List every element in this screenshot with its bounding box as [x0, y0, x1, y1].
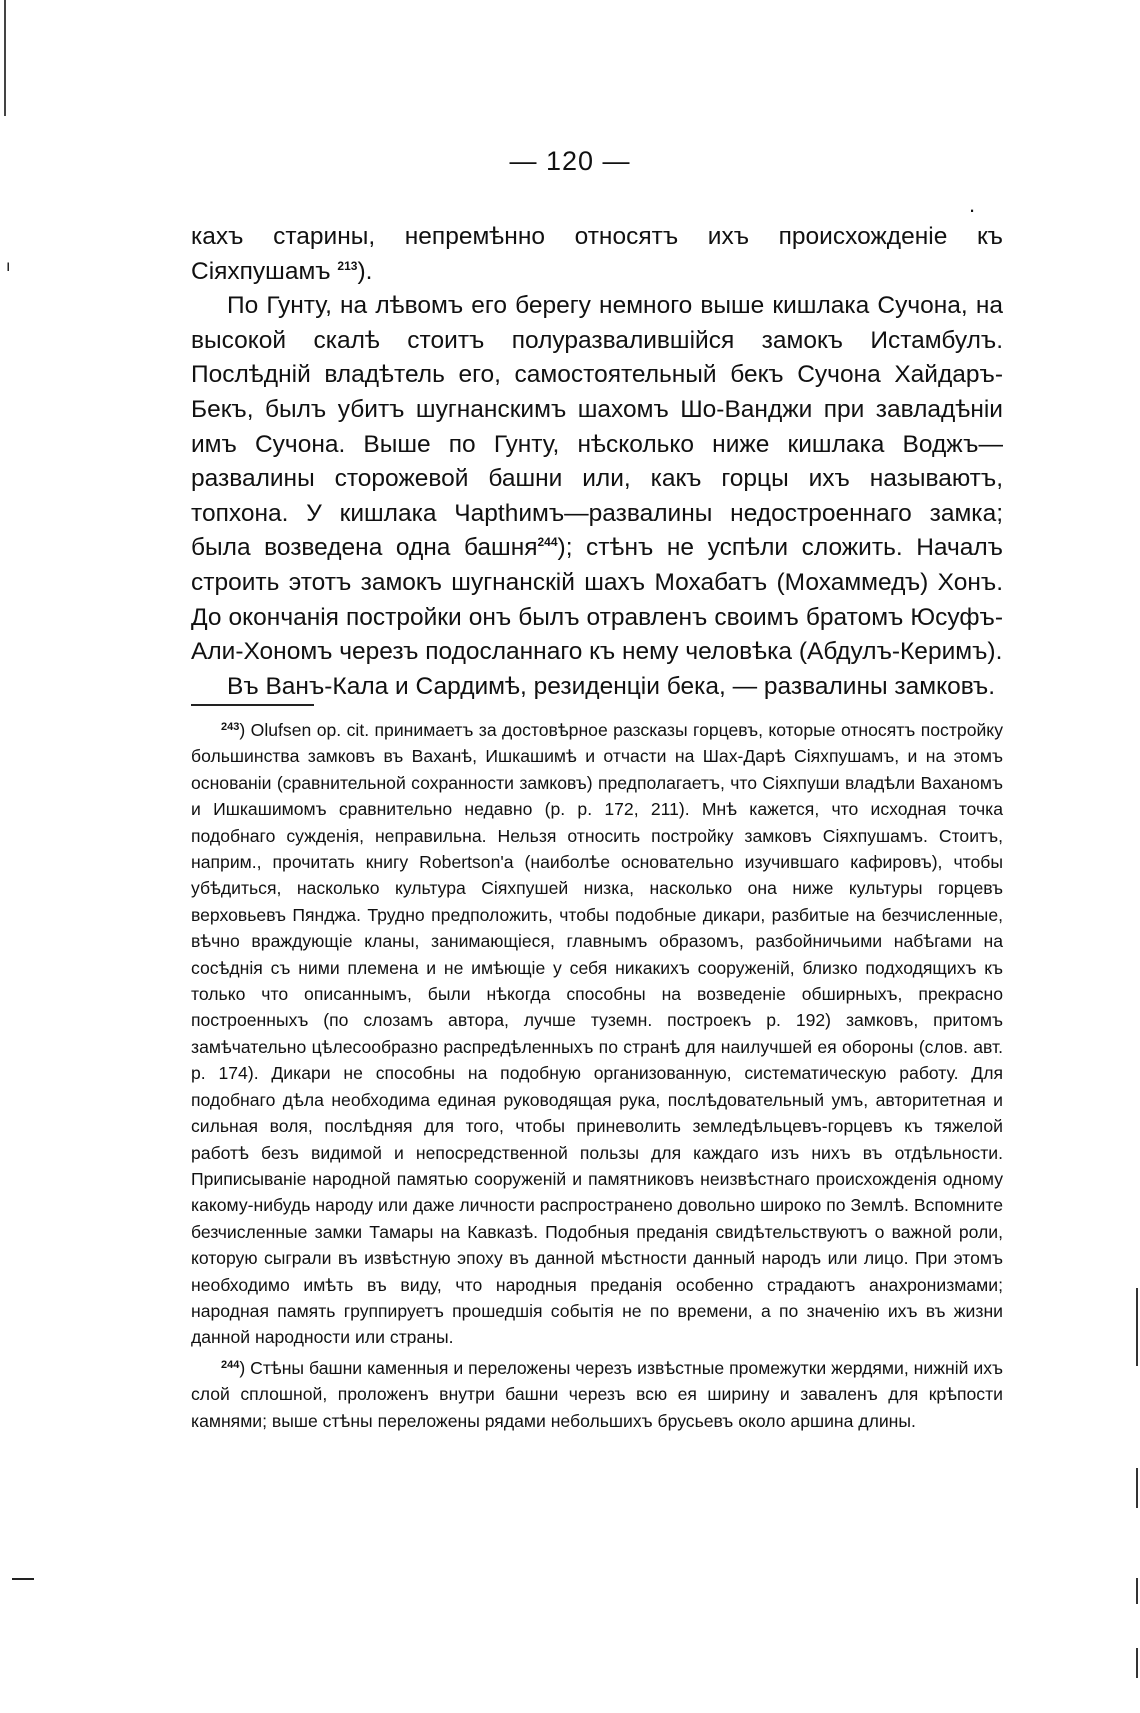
footnote-244 — [191, 1355, 1003, 1434]
footnote-ref-244[interactable]: 244 — [537, 535, 558, 550]
main-text — [191, 220, 1003, 704]
footnote-divider — [191, 704, 314, 706]
footnote-text: ) Olufsen op. cit. принимаетъ за достовѣрное разсказы горцевъ, которые относятъ постройку большинства замковъ въ Ваханѣ, Ишкашимѣ и отчасти на Шах-Дарѣ Сіяхпушамъ, и на этомъ основаніи (сравнительной сохранности замковъ) предполагаетъ, что Сіяхпуши владѣли Ваханомъ и Ишкашимомъ сравнительно недавно (p. p. 172, 211). Мнѣ кажется, что исходная точка подобнаго сужденія, неправильна. Нельзя относить постройку замковъ Сіяхпушамъ. Стоитъ, наприм., прочитать книгу Robertson'а (наиболѣе основательно изучившаго кафировъ), чтобы убѣдиться, насколько культура Сіяхпушей низка, насколько она ниже культуры горцевъ верховьевъ Пянджа. Трудно предположить, чтобы подобные дикари, разбитые на безчисленные, вѣчно враждующіе кланы, занимающіеся, главнымъ образомъ, разбойничьими набѣгами на сосѣднія съ ними племена и не имѣющіе у себя никакихъ сооруженій, близко подходящихъ къ только что описаннымъ, были нѣкогда способны на возведеніе обширныхъ, прекрасно построенныхъ (по слозамъ автора, лучше туземн. построекъ p. 192) замковъ, притомъ замѣчательно цѣлесообразно распредѣленныхъ по странѣ для наилучшей ея обороны (слов. авт. p. 174). Дикари не способны на подобную организованную, систематическую работу. Для подобнаго дѣла необходима единая руководящая рука, послѣдовательный умъ, авторитетная и сильная воля, послѣдняя для того, чтобы приневолить земледѣльцевъ-горцевъ къ тяжелой работѣ безъ видимой и непосредственной пользы для каждаго изъ нихъ въ отдѣльности. Приписываніе народной памятью сооруженій и памятниковъ неизвѣстнаго происхожденія одному какому-нибудь народу или даже личности распространено довольно широко по Землѣ. Вспомните безчисленные замки Тамары на Кавказѣ. Подобныя преданія свидѣтельствуютъ о важной роли, которую сыграли въ извѣстную эпоху въ данной мѣстности данный народъ или лицо. При этомъ необходимо имѣть въ виду, что народныя преданія особенно страдаютъ анахронизмами; народная память группируетъ прошедшія событія не по времени, а по значенію ихъ въ жизни данной народности или страны. — [191, 720, 1003, 1348]
paragraph-2: По Гунту, на лѣвомъ его берегу немного выше кишлака Сучона, на высокой скалѣ стоитъ полуразвалившійся замокъ Истамбулъ. Послѣдній владѣтель его, самостоятельный бекъ Сучона Хайдаръ-Бекъ, былъ убитъ шугнанскимъ шахомъ Шо-Ванджи при завладѣніи имъ Сучона. Выше по Гунту, нѣсколько ниже кишлака Воджъ—развалины сторожевой башни или, какъ горцы ихъ называютъ, топхона. У кишлака Чарthимъ—развалины недостроеннаго замка; была возведена одна башня$^{244}$); стѣнъ не успѣли сложить. Началъ строить этотъ замокъ шугнанскій шахъ Мохабатъ (Мохаммедъ) Хонъ. До окончанія постройки онъ былъ отравленъ своимъ братомъ Юсуфъ-Али-Хономъ черезъ подосланнаго къ нему человѣка (Абдулъ-Керимъ). — [191, 292, 1003, 666]
left-margin-dash — [12, 1578, 34, 1580]
right-edge-mark — [1136, 1648, 1140, 1678]
right-edge-mark — [1136, 1578, 1140, 1604]
footnote-number: 243 — [221, 721, 240, 733]
footnotes — [191, 717, 1003, 1434]
page-number: — 120 — — [509, 146, 631, 176]
right-edge-mark — [1136, 1468, 1140, 1508]
left-margin-tick: ı — [6, 258, 11, 275]
left-margin-scan-mark — [4, 0, 8, 116]
paragraph-1: кахъ старины, непремѣнно относятъ ихъ происхожденіе къ Сіяхпушамъ $^{213}$). — [191, 223, 1003, 285]
footnote-243 — [191, 717, 1003, 1351]
footnote-number: 244 — [221, 1358, 240, 1371]
paragraph-3: Въ Ванъ-Кала и Сардимѣ, резиденціи бека, — развалины замковъ. — [227, 672, 996, 700]
corner-dot: . — [969, 192, 976, 217]
footnote-ref-213[interactable]: 213 — [337, 258, 358, 273]
footnote-text: ) Стѣны башни каменныя и переложены черезъ извѣстные промежутки жердями, нижній ихъ слой сплошной, проложенъ внутри башни черезъ всю ея ширину и заваленъ для крѣпости камнями; выше стѣны переложены рядами небольшихъ брусьевъ около аршина длины. — [191, 1357, 1003, 1431]
right-edge-mark — [1136, 1288, 1140, 1366]
